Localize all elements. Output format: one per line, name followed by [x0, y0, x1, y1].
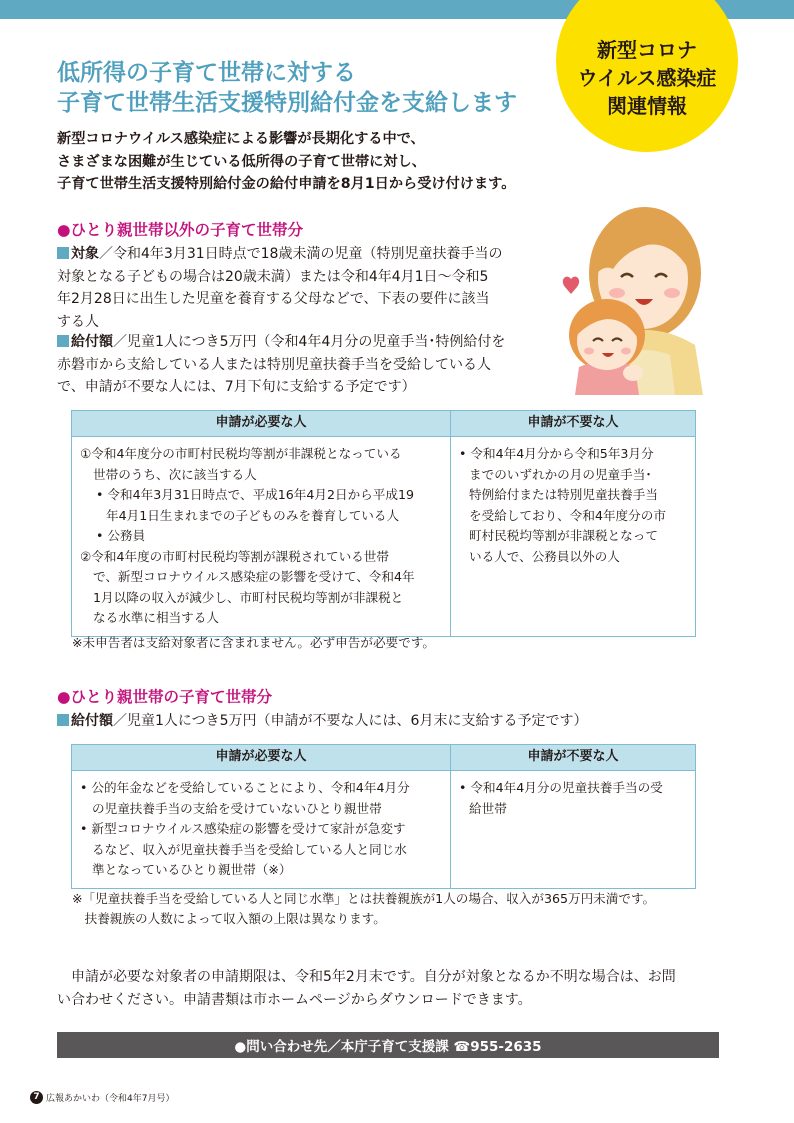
cell-line: 年4月1日生まれまでの子どものみを養育している人 — [106, 507, 400, 523]
contact-bar: ●問い合わせ先／本庁子育て支援課 ☎955-2635 — [57, 1032, 719, 1058]
cell-line: で、新型コロナウイルス感染症の影響を受けて、令和4年 — [93, 569, 415, 584]
cell-line: 世帯のうち、次に該当する人 — [93, 466, 257, 482]
amount-line: 赤磐市から支給している人または特別児童扶養手当を受給している人 — [57, 356, 491, 373]
amount-label: 給付額 — [71, 713, 113, 729]
closing-line: 申請が必要な対象者の申請期限は、令和5年2月末です。自分が対象となるか不明な場合は、お問 — [57, 969, 676, 985]
cell-line: の児童扶養手当の支給を受けていないひとり親世帯 — [92, 800, 382, 816]
table-header-not-required: 申請が不要な人 — [451, 745, 696, 771]
required-cell — [72, 437, 451, 637]
cell-line: なる水準に相当する人 — [93, 610, 219, 625]
target-line: 対象となる子どもの場合は20歳未満）または令和4年4月1日～令和5 — [57, 268, 489, 285]
amount-line: で、申請が不要な人には、7月下旬に支給する予定です） — [57, 379, 416, 395]
note-line: ※「児童扶養手当を受給している人と同じ水準」とは扶養親族が1人の場合、収入が365万円未満です。 — [72, 891, 656, 906]
badge-line: 新型コロナ — [597, 38, 697, 62]
note-line: 扶養親族の人数によって収入額の上限は異なります。 — [72, 911, 386, 926]
table-header-required: 申請が必要な人 — [72, 411, 451, 437]
cell-line: • 新型コロナウイルス感染症の影響を受けて家計が急変す — [80, 821, 406, 836]
amount-line: ／児童1人につき5万円（令和4年4月分の児童手当･特例給付を — [113, 334, 506, 350]
square-bullet-icon — [57, 714, 69, 726]
intro-paragraph — [57, 128, 515, 196]
cell-line: までのいずれかの月の児童手当･ — [469, 466, 652, 482]
cell-line: • 令和4年4月分の児童扶養手当の受 — [459, 780, 663, 795]
cell-line: • 公務員 — [96, 528, 146, 543]
cell-line: • 令和4年4月分から令和5年3月分 — [459, 446, 654, 461]
target-line: 年2月28日に出生した児童を養育する父母などで、下表の要件に該当 — [57, 291, 490, 307]
table-header-required: 申請が必要な人 — [72, 745, 451, 771]
mother-and-child-illustration-icon — [555, 195, 705, 395]
cell-line: を受給しており、令和4年度分の市 — [469, 507, 666, 523]
square-bullet-icon — [57, 335, 69, 347]
target-label: 対象 — [71, 246, 99, 262]
intro-line: さまざまな困難が生じている低所得の子育て世帯に対し、 — [57, 153, 426, 170]
cell-line: 町村民税均等割が非課税となって — [469, 528, 658, 543]
intro-line: 子育て世帯生活支援特別給付金の給付申請を8月1日から受け付けます。 — [57, 176, 516, 192]
intro-line: 新型コロナウイルス感染症による影響が長期化する中で、 — [57, 131, 425, 147]
cell-line: • 公的年金などを受給していることにより、令和4年4月分 — [80, 780, 410, 795]
cell-line: 特例給付または特別児童扶養手当 — [469, 487, 658, 502]
topic-badge — [556, 0, 738, 152]
closing-paragraph — [57, 966, 676, 1012]
section2-table — [71, 744, 696, 889]
section2-note — [72, 889, 655, 929]
cell-line: ①令和4年度分の市町村民税均等割が非課税となっている — [80, 446, 402, 461]
title-line: 子育て世帯生活支援特別給付金を支給します — [57, 90, 517, 116]
cell-line: 準となっているひとり親世帯（※） — [92, 862, 292, 877]
note-line: ※未申告者は支給対象者に含まれません。必ず申告が必要です。 — [72, 635, 435, 650]
section1-title: ●ひとり親世帯以外の子育て世帯分 — [57, 221, 304, 239]
page-footer — [30, 1091, 174, 1104]
section1-table — [71, 410, 696, 637]
square-bullet-icon — [57, 247, 69, 259]
amount-label: 給付額 — [71, 334, 113, 350]
title-line: 低所得の子育て世帯に対する — [57, 60, 356, 86]
section1-note — [72, 633, 435, 653]
publication-name: 広報あかいわ（令和4年7月号） — [46, 1094, 175, 1104]
required-cell — [72, 771, 451, 889]
not-required-cell — [451, 437, 696, 637]
section1-target — [57, 243, 502, 333]
amount-line: ／児童1人につき5万円（申請が不要な人には、6月末に支給する予定です） — [113, 713, 588, 729]
closing-line: い合わせください。申請書類は市ホームページからダウンロードできます。 — [57, 992, 532, 1008]
cell-line: 1月以降の収入が減少し、市町村民税均等割が非課税と — [93, 589, 404, 605]
not-required-cell — [451, 771, 696, 889]
section2-title: ●ひとり親世帯の子育て世帯分 — [57, 688, 273, 706]
section1-amount — [57, 331, 505, 399]
badge-line: 関連情報 — [607, 94, 687, 118]
target-line: ／令和4年3月31日時点で18歳未満の児童（特別児童扶養手当の — [99, 246, 503, 262]
cell-line: るなど、収入が児童扶養手当を受給している人と同じ水 — [92, 841, 407, 857]
target-line: する人 — [57, 313, 99, 330]
cell-line: 給世帯 — [469, 800, 507, 816]
table-header-not-required: 申請が不要な人 — [451, 411, 696, 437]
section2-amount — [57, 710, 587, 733]
cell-line: いる人で、公務員以外の人 — [469, 548, 620, 564]
cell-line: ②令和4年度の市町村民税均等割が課税されている世帯 — [80, 548, 389, 564]
cell-line: • 令和4年3月31日時点で、平成16年4月2日から平成19 — [96, 487, 414, 502]
page-title — [57, 58, 517, 118]
page-number: 7 — [30, 1091, 43, 1104]
badge-line: ウイルス感染症 — [577, 66, 717, 90]
